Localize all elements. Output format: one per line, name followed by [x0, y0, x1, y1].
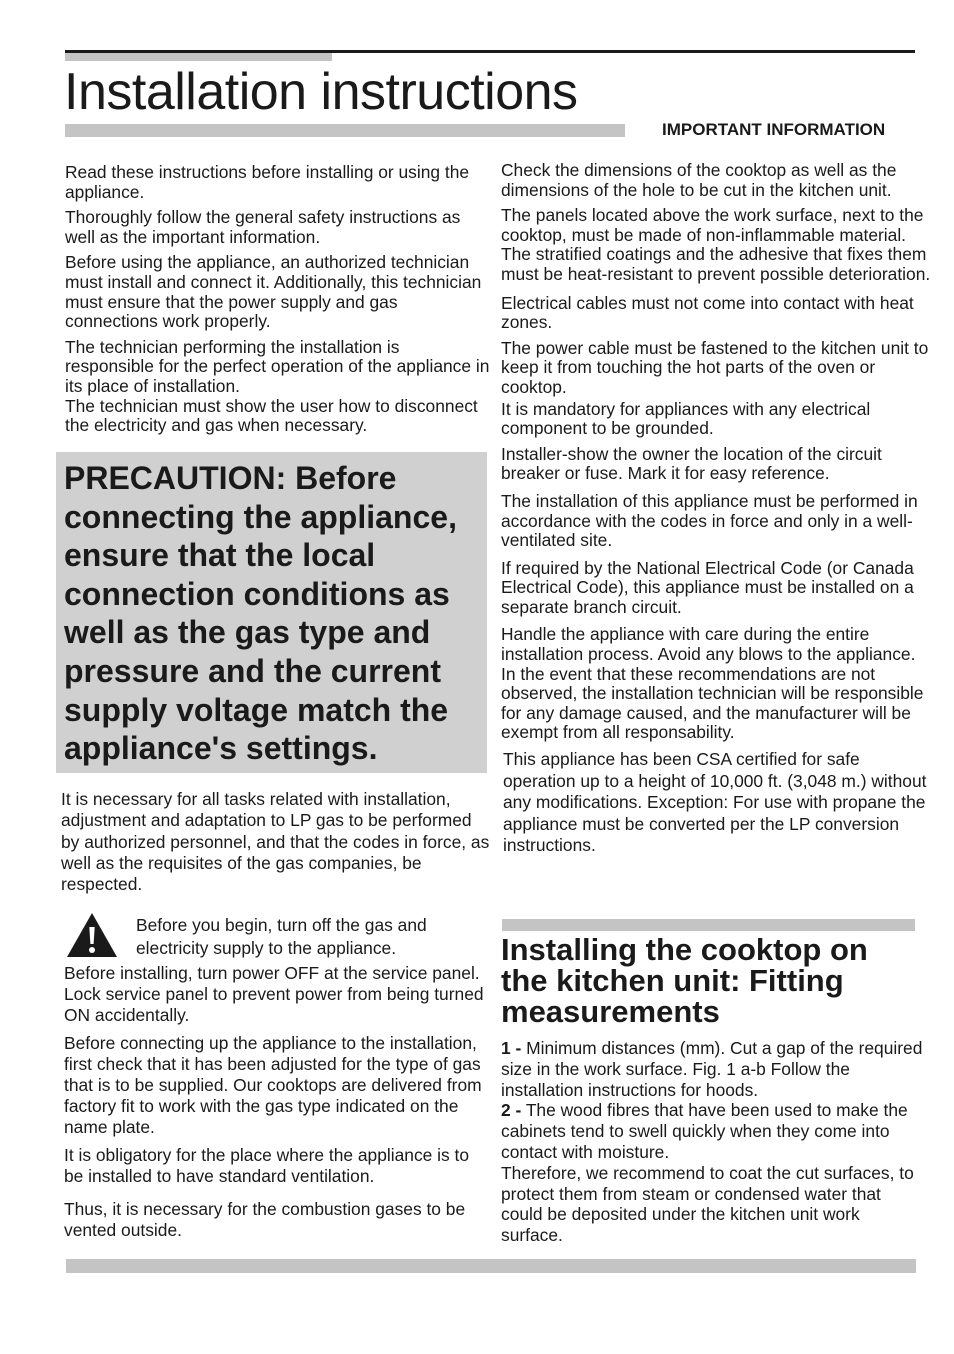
left-column-safety — [64, 963, 489, 1247]
paragraph: Installer-show the owner the location of the circuit breaker or fuse. Mark it for easy reference. — [501, 443, 882, 484]
paragraph: The panels located above the work surface, next to the cooktop, must be made of non-inflammable material. The stratified coatings and the adhesive that fixes them must be heat-resistant to prevent possible deterioration. — [501, 205, 931, 284]
footer-bar — [66, 1259, 916, 1273]
authorized-note: It is necessary for all tasks related with installation, adjustment and adaptation to LP gas to be performed by authorized personnel, and that the codes in force, as well as the requisites of the gas companies, be respected. — [61, 789, 490, 895]
step-2 — [501, 1100, 926, 1162]
csa-certification: This appliance has been CSA certified for safe operation up to a height of 10,000 ft. (3,048 m.) without any modifications. Exception: For use with propane the appliance must be converted per the LP conversion instructions. — [503, 749, 927, 856]
paragraph: It is obligatory for the place where the appliance is to be installed to have standard ventilation. — [64, 1144, 470, 1186]
paragraph: Thoroughly follow the general safety instructions as well as the important information. — [65, 207, 461, 247]
paragraph: Handle the appliance with care during the entire installation process. Avoid any blows to the appliance. — [501, 624, 916, 665]
paragraph: Electrical cables must not come into contact with heat zones. — [501, 292, 914, 333]
warning-text: Before you begin, turn off the gas and electricity supply to the appliance. — [136, 915, 427, 958]
paragraph: Before using the appliance, an authorized technician must install and connect it. Additionally, this technician must ensure that the power supply and gas connections work properly. — [65, 252, 482, 332]
left-column-intro — [65, 163, 490, 442]
title-underline-bar — [65, 124, 625, 137]
page-title: Installation instructions — [64, 63, 578, 121]
step-number: 2 - — [501, 1100, 522, 1121]
paragraph: If required by the National Electrical Code (or Canada Electrical Code), this appliance must be installed on a separate branch circuit. — [501, 557, 914, 617]
paragraph: In the event that these recommendations are not observed, the installation technician will be responsible for any damage caused, and the manufacturer will be exempt from all responsability. — [501, 663, 924, 743]
section-label: IMPORTANT INFORMATION — [662, 120, 886, 139]
paragraph: The power cable must be fastened to the kitchen unit to keep it from touching the hot parts of the oven or cooktop. — [501, 337, 929, 397]
step-2-continued: Therefore, we recommend to coat the cut surfaces, to protect them from steam or condensed water that could be deposited under the kitchen unit work surface. — [501, 1162, 914, 1246]
section-divider-bar — [502, 919, 915, 931]
paragraph: The installation of this appliance must be performed in accordance with the codes in force and only in a well-ventilated site. — [501, 490, 918, 551]
right-column-info — [501, 161, 931, 863]
paragraph: Check the dimensions of the cooktop as well as the dimensions of the hole to be cut in the kitchen unit. — [501, 160, 897, 200]
paragraph: It is mandatory for appliances with any electrical component to be grounded. — [501, 398, 871, 439]
step-number: 1 - — [501, 1038, 522, 1058]
header-accent-bar — [65, 53, 332, 61]
paragraph: Before connecting up the appliance to the installation, first check that it has been adjusted for the type of gas that is to be supplied. Our cooktops are delivered from factory fit to work with the gas type indicated on the name plate. — [64, 1032, 482, 1138]
paragraph: The technician must show the user how to disconnect the electricity and gas when necessary. — [65, 395, 478, 436]
warning-icon — [66, 912, 118, 958]
fitting-steps — [501, 1038, 926, 1246]
precaution-text: PRECAUTION: Before connecting the appliance, ensure that the local connection conditions as well as the gas type and pressure and the current supply voltage match the appliance's settings. — [64, 460, 457, 767]
paragraph: Read these instructions before installing or using the appliance. — [65, 162, 470, 202]
paragraph: Thus, it is necessary for the combustion gases to be vented outside. — [64, 1199, 466, 1241]
paragraph: Before installing, turn power OFF at the service panel. Lock service panel to prevent power from being turned ON accidentally. — [64, 963, 484, 1026]
paragraph: The technician performing the installation is responsible for the perfect operation of the appliance in its place of installation. — [65, 336, 490, 396]
step-text: Minimum distances (mm). Cut a gap of the required size in the work surface. Fig. 1 a-b Follow the installation instructions for hoods. — [501, 1038, 923, 1100]
section-heading: Installing the cooktop on the kitchen unit: Fitting measurements — [501, 932, 868, 1029]
step-1 — [501, 1038, 926, 1100]
step-text: The wood fibres that have been used to make the cabinets tend to swell quickly when they come into contact with moisture. — [501, 1100, 908, 1162]
